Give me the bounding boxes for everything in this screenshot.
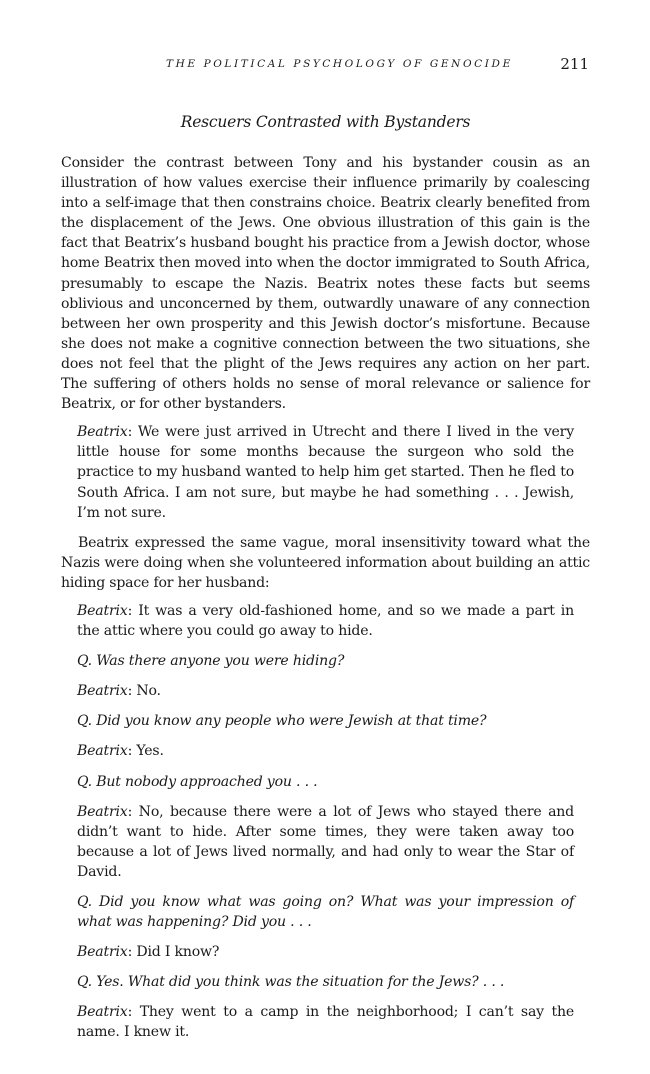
dialogue-answer xyxy=(77,802,574,882)
speaker-text: : No, because there were a lot of Jews who stayed there and didn’t want to hide. After some times, they were taken away too because a lot of Jews lived normally, and had only to wear the Star of David. xyxy=(77,803,574,880)
dialogue-question: Q. Did you know what was going on? What was your impression of what was happening? Did you . . . xyxy=(77,894,574,931)
dialogue-answer xyxy=(77,681,574,701)
dialogue-answer xyxy=(77,741,574,761)
speaker-name: Beatrix xyxy=(77,743,128,760)
speaker-name: Beatrix xyxy=(77,424,128,441)
section-heading: Rescuers Contrasted with Bystanders xyxy=(180,113,471,131)
transition-paragraph: Beatrix expressed the same vague, moral insensitivity toward what the Nazis were doing when she volunteered information about building an attic hiding space for her husband: xyxy=(61,534,590,591)
speaker-name: Beatrix xyxy=(77,803,128,820)
speaker-name: Beatrix xyxy=(77,683,128,700)
running-head: THE POLITICAL PSYCHOLOGY OF GENOCIDE xyxy=(166,58,513,70)
speaker-name: Beatrix xyxy=(77,1004,128,1021)
speaker-text: : They went to a camp in the neighborhood; I can’t say the name. I knew it. xyxy=(77,1004,574,1041)
dialogue-question: Q. Yes. What did you think was the situation for the Jews? . . . xyxy=(77,974,505,991)
dialogue-question: Q. Did you know any people who were Jewish at that time? xyxy=(77,713,487,730)
interview-excerpt xyxy=(77,422,574,522)
dialogue-answer xyxy=(77,1002,574,1042)
dialogue-question: Q. But nobody approached you . . . xyxy=(77,773,318,790)
body-text xyxy=(61,153,590,1053)
speaker-name: Beatrix xyxy=(77,602,128,619)
speaker-text: : It was a very old-fashioned home, and so we made a part in the attic where you could go away to hide. xyxy=(77,602,574,640)
dialogue xyxy=(61,601,590,1043)
dialogue-answer xyxy=(77,942,574,962)
speaker-text: : Yes. xyxy=(127,743,164,760)
page-number: 211 xyxy=(560,55,589,73)
speaker-text: : Did I know? xyxy=(127,944,220,961)
speaker-text: : No. xyxy=(127,683,161,700)
intro-paragraph: Consider the contrast between Tony and his bystander cousin as an illustration of how values exercise their influence primarily by coalescing into a self-image that then constrains choice. Beatrix clearly benefited from the displacement of the Jews. One obvious illustration of this gain is the fact that Beatrix’s husband bought his practice from a Jewish doctor, whose home Beatrix then moved into when the doctor immigrated to South Africa, presumably to escape the Nazis. Beatrix notes these facts but seems oblivious and unconcerned by them, outwardly unaware of any connection between her own prosperity and this Jewish doctor’s misfortune. Because she does not make a cognitive connection between the two situations, she does not feel that the plight of the Jews requires any action on her part. The suffering of others holds no sense of moral relevance or salience for Beatrix, or for other bystanders. xyxy=(61,155,590,413)
speaker-name: Beatrix xyxy=(77,944,128,961)
dialogue-answer xyxy=(77,601,574,641)
speaker-text: : We were just arrived in Utrecht and there I lived in the very little house for some months because the surgeon who sold the practice to my husband wanted to help him get started. Then he fled to South Africa. I am not sure, but maybe he had something . . . Jewish, I’m not sure. xyxy=(77,424,574,521)
dialogue-question: Q. Was there anyone you were hiding? xyxy=(77,653,345,670)
